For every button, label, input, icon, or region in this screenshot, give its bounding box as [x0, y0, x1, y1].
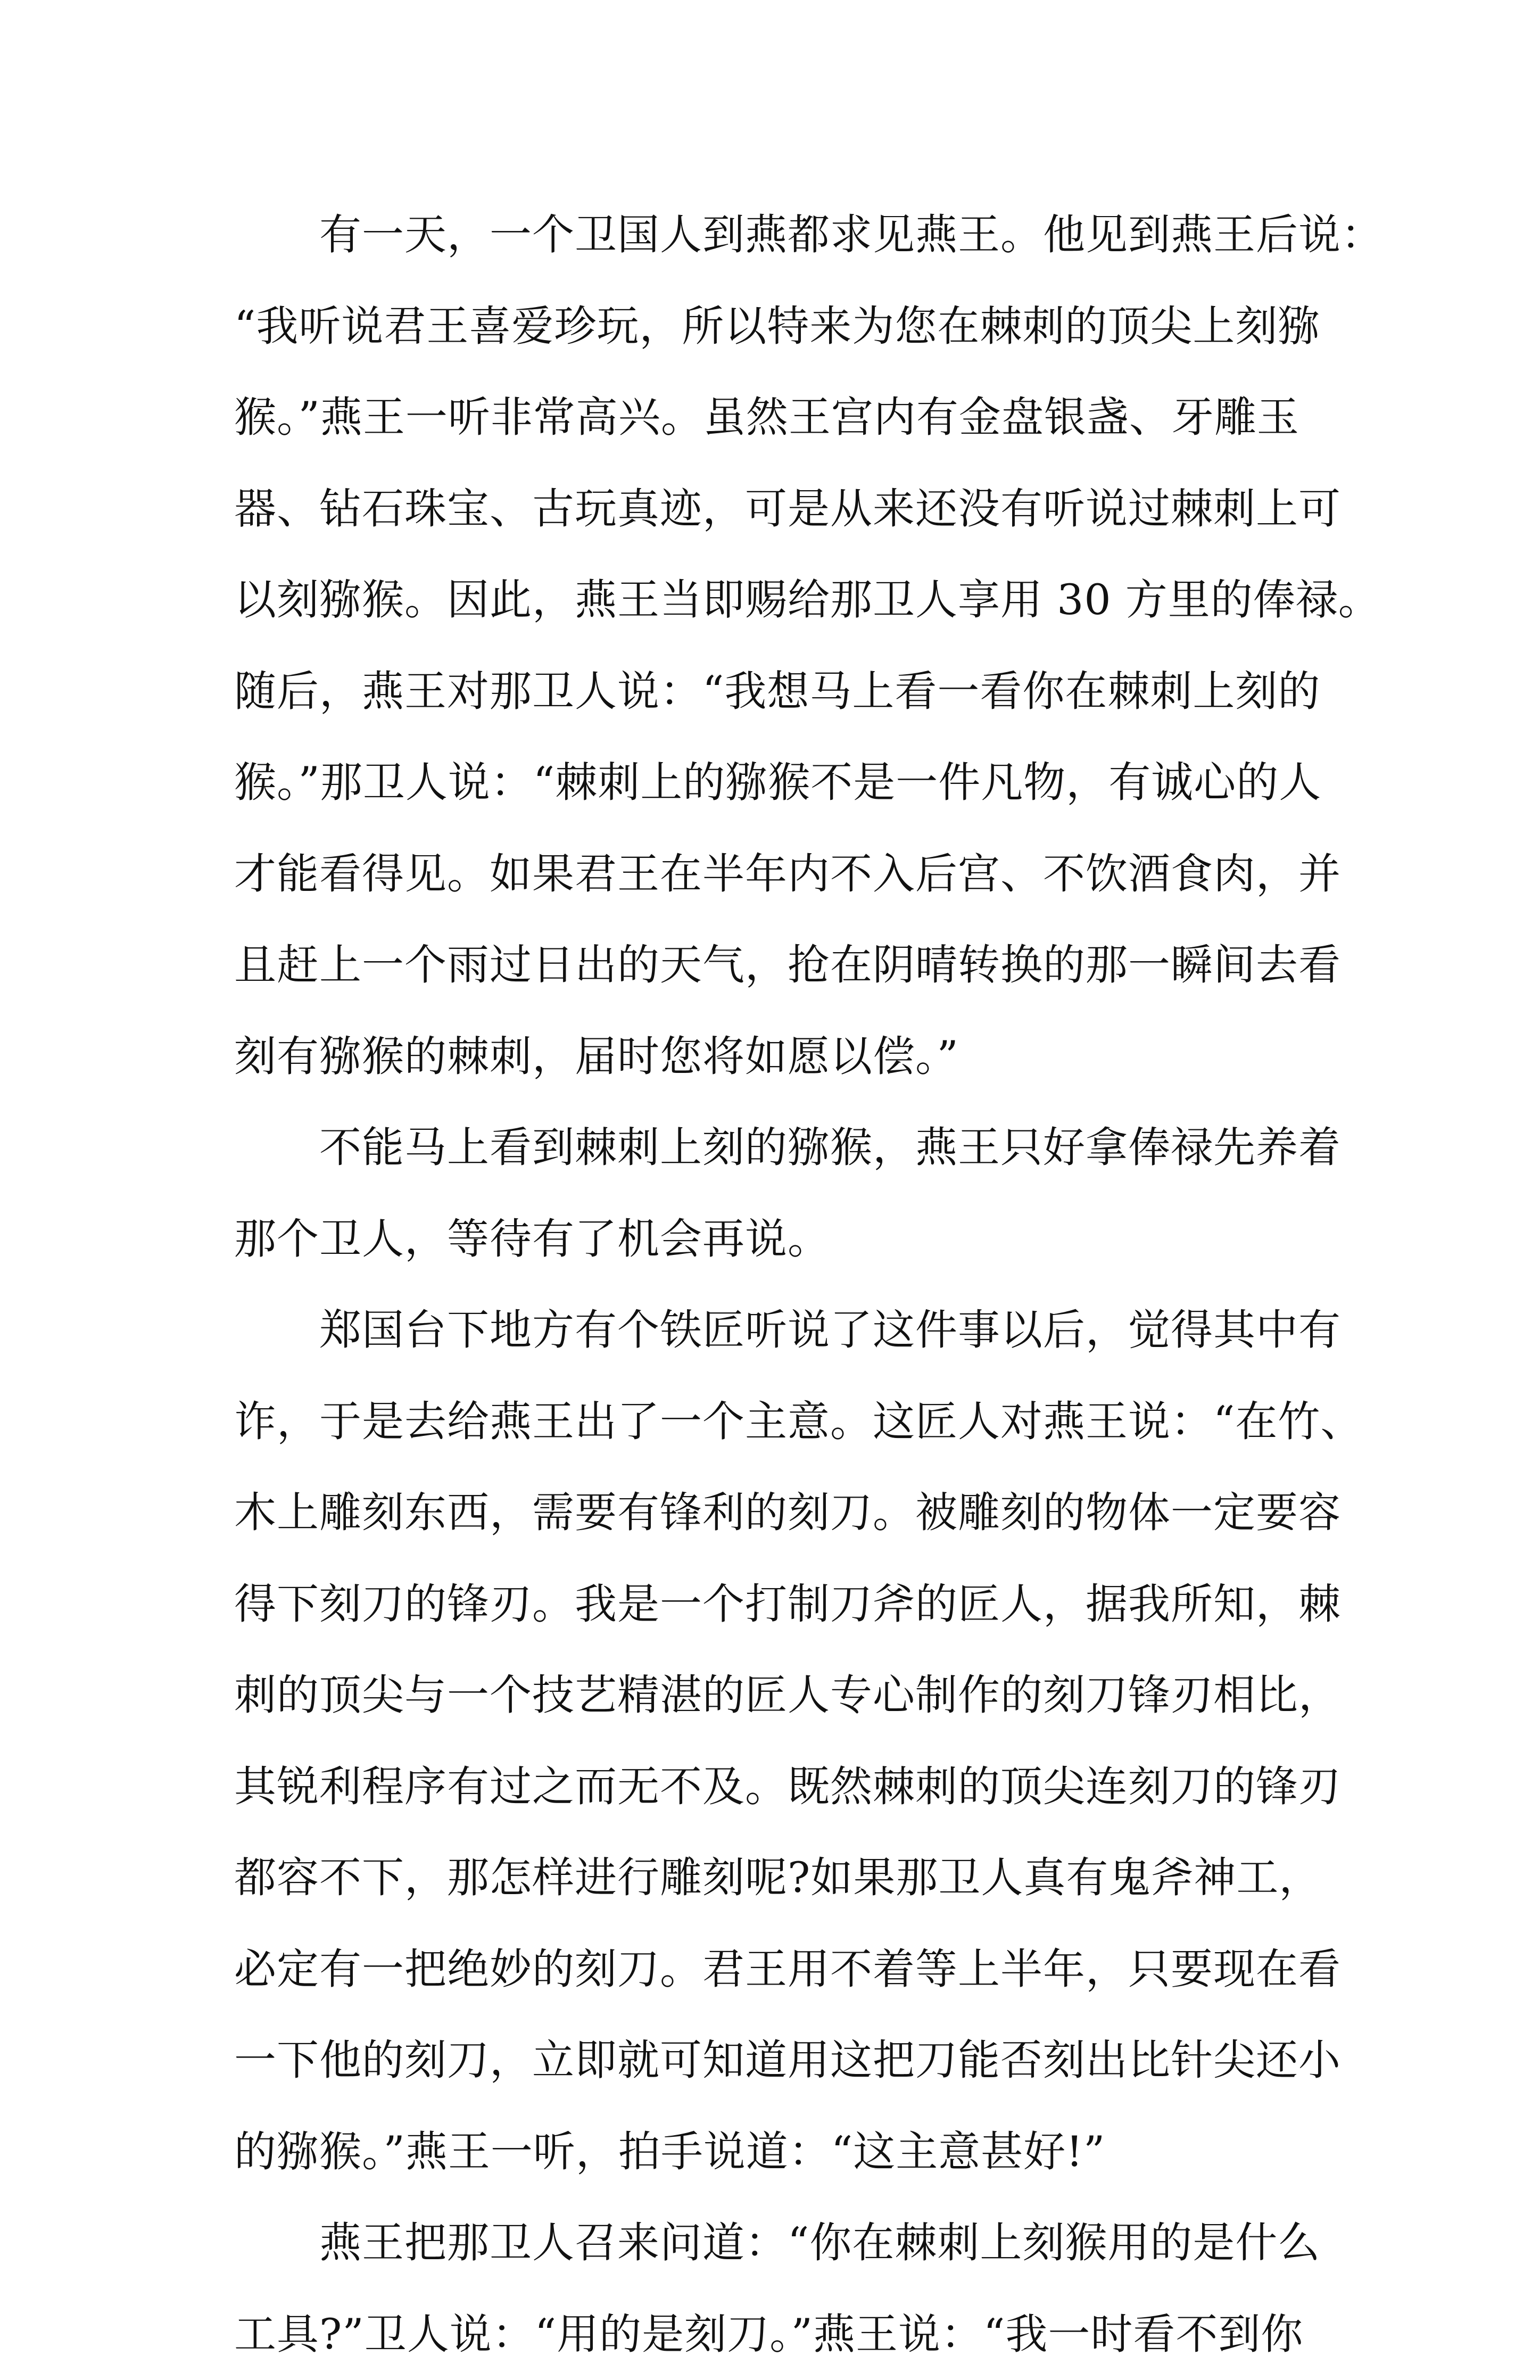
- text-line: 燕王把那卫人召来问道：“你在棘刺上刻猴用的是什么: [234, 2197, 1309, 2289]
- text-line: 木上雕刻东西，需要有锋利的刻刀。被雕刻的物体一定要容: [234, 1467, 1309, 1559]
- text-line: 有一天，一个卫国人到燕都求见燕王。他见到燕王后说：: [234, 189, 1309, 281]
- text-line: 必定有一把绝妙的刻刀。君王用不着等上半年，只要现在看: [234, 1924, 1309, 2015]
- text-line: 一下他的刻刀，立即就可知道用这把刀能否刻出比针尖还小: [234, 2015, 1309, 2106]
- text-line: 随后，燕王对那卫人说：“我想马上看一看你在棘刺上刻的: [234, 646, 1309, 738]
- text-line: 猴。”那卫人说：“棘刺上的猕猴不是一件凡物，有诚心的人: [234, 737, 1309, 829]
- text-line: 刺的顶尖与一个技艺精湛的匠人专心制作的刻刀锋刃相比，: [234, 1650, 1309, 1741]
- text-line: 刻有猕猴的棘刺，届时您将如愿以偿。”: [234, 1011, 1309, 1103]
- text-line: 且赶上一个雨过日出的天气，抢在阴晴转换的那一瞬间去看: [234, 920, 1309, 1011]
- text-line: 得下刻刀的锋刃。我是一个打制刀斧的匠人，据我所知，棘: [234, 1559, 1309, 1650]
- text-line: 其锐利程序有过之而无不及。既然棘刺的顶尖连刻刀的锋刃: [234, 1741, 1309, 1833]
- text-line: 才能看得见。如果君王在半年内不入后宫、不饮酒食肉，并: [234, 829, 1309, 920]
- text-line: 诈，于是去给燕王出了一个主意。这匠人对燕王说：“在竹、: [234, 1376, 1309, 1468]
- text-line: 那个卫人，等待有了机会再说。: [234, 1194, 1309, 1285]
- text-line: “我听说君王喜爱珍玩，所以特来为您在棘刺的顶尖上刻猕: [234, 281, 1309, 373]
- text-line: 都容不下，那怎样进行雕刻呢?如果那卫人真有鬼斧神工，: [234, 1832, 1309, 1924]
- text-line: 器、钻石珠宝、古玩真迹，可是从来还没有听说过棘刺上可: [234, 464, 1309, 555]
- text-line: 的猕猴。”燕王一听，拍手说道：“这主意甚好!”: [234, 2106, 1309, 2198]
- body-text: [234, 189, 1309, 2380]
- text-line: 不能马上看到棘刺上刻的猕猴，燕王只好拿俸禄先养着: [234, 1102, 1309, 1194]
- text-line: 工具?”卫人说：“用的是刻刀。”燕王说：“我一时看不到你: [234, 2289, 1309, 2380]
- text-line: 猴。”燕王一听非常高兴。虽然王宫内有金盘银盏、牙雕玉: [234, 372, 1309, 464]
- text-line: 以刻猕猴。因此，燕王当即赐给那卫人享用 30 方里的俸禄。: [234, 555, 1309, 646]
- text-line: 郑国台下地方有个铁匠听说了这件事以后，觉得其中有: [234, 1285, 1309, 1376]
